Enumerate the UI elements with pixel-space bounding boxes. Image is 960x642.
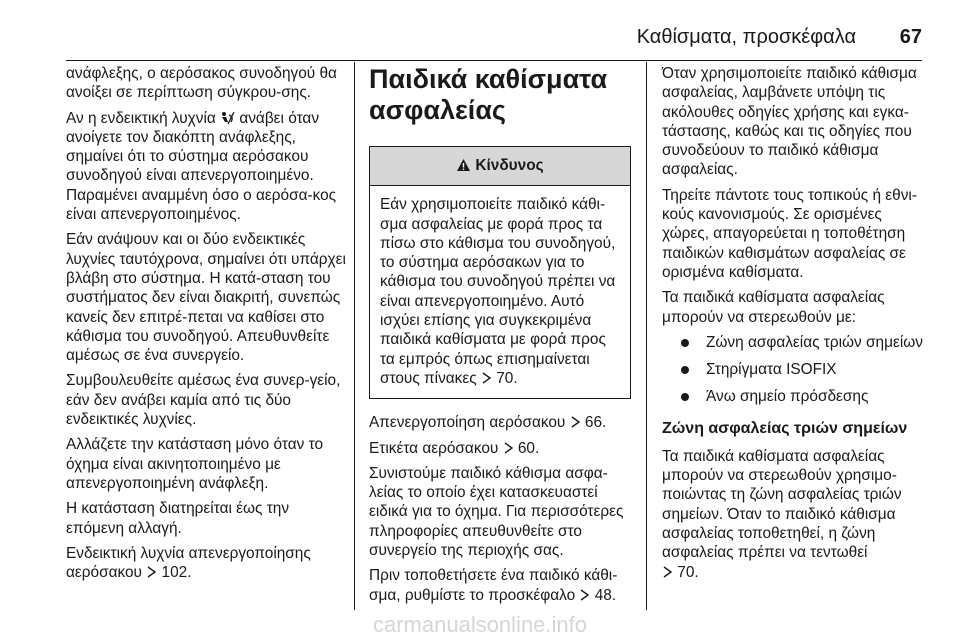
warning-triangle-icon [456,158,471,172]
page-number: 67 [899,26,922,48]
reference-arrow-icon [662,566,673,578]
warning-body: Εάν χρησιμοποιείτε παιδικό κάθι-σμα ασφαλείας με φορά προς τα πίσω στο κάθισμα του συνοδηγού, το σύστημα αερόσακων για το κάθισμα του συνοδηγού πρέπει να είναι απενεργοποιημένο. Αυτό ισχύει επίσης για συγκεκριμένα παιδικά καθίσματα με φορά προς τα εμπρός όπως επισημαίνεται στους πίνακες 70. [380,196,616,387]
warning-box [369,146,631,399]
page-reference-link[interactable]: 70. [496,369,518,387]
list-item: Ζώνη ασφαλείας τριών σημείων [662,333,932,352]
paragraph: Αλλάζετε την κατάσταση μόνο όταν το όχημα είναι ακινητοποιημένο με απενεργοποιημένη ανάφλεξη. [66,436,324,492]
page-reference-link[interactable]: 70. [677,563,699,581]
page-reference-link[interactable]: 60. [517,439,540,457]
reference-arrow-icon [503,442,514,454]
paragraph: Τα παιδικά καθίσματα ασφαλείας μπορούν να στερεωθούν χρησιμο-ποιώντας τη ζώνη ασφαλείας τριών σημείων. Όταν το παιδικό κάθισμα ασφαλείας τοποθετηθεί, η ζώνη ασφαλείας πρέπει να τεντωθεί 70. [662,447,902,581]
list-item: Άνω σημείο πρόσδεσης [662,387,932,406]
warning-heading: Κίνδυνος [370,147,630,186]
paragraph: Τα παιδικά καθίσματα ασφαλείας μπορούν να στερεωθούν με: [662,289,885,326]
section-title: Καθίσματα, προσκέφαλα [636,26,856,48]
list-item: Στηρίγματα ISOFIX [662,360,932,379]
bullet-list [662,333,932,407]
page-header [66,6,922,54]
paragraph: Όταν χρησιμοποιείτε παιδικό κάθισμα ασφαλείας, λαμβάνετε υπόψη τις ακόλουθες οδηγίες χρήσης και εγκα-τάστασης, καθώς και τις οδηγίες που συνοδεύουν το παιδικό κάθισμα ασφαλείας. [662,65,917,179]
header-rule [66,60,922,61]
paragraph: Εάν ανάψουν και οι δύο ενδεικτικές λυχνίες ταυτόχρονα, σημαίνει ότι υπάρχει βλάβη στο σύστημα. Η κατά-σταση του συστήματος δεν είναι διακριτή, συνεπώς κανείς δεν επιτρέ-πεται να καθίσει στο κάθισμα του συνοδηγού. Απευθυνθείτε αμέσως σε ένα συνεργείο. [66,231,346,365]
paragraph: Αν η ενδεικτική λυχνία ανάβει όταν ανοίγετε τον διακόπτη ανάφλεξης, σημαίνει ότι το σύστημα αερόσακου συνοδηγού είναι απενεργοποιημένο. Παραμένει αναμμένη όσο ο αερόσα-κος είναι απενεργοποιημένος. [66,109,337,224]
left-column [66,64,346,588]
right-column [662,64,932,588]
reference-arrow-icon [481,372,492,384]
paragraph: Ετικέτα αερόσακου 60. [369,439,540,457]
column-divider-1 [354,62,355,610]
page-reference-link[interactable]: 48. [594,586,617,604]
paragraph: Ενδεικτική λυχνία απενεργοποίησης αερόσακου 102. [66,544,311,582]
reference-arrow-icon [570,416,581,428]
paragraph: Τηρείτε πάντοτε τους τοπικούς ή εθνι-κούς κανονισμούς. Σε ορισμένες χώρες, απαγορεύεται η τοποθέτηση παιδικών καθισμάτων ασφαλείας σε ορισμένα καθίσματα. [662,186,917,281]
paragraph: ανάφλεξης, ο αερόσακος συνοδηγού θα ανοίξει σε περίπτωση σύγκρου-σης. [66,65,337,102]
paragraph: Απενεργοποίηση αερόσακου 66. [369,414,607,432]
paragraph: Συνιστούμε παιδικό κάθισμα ασφα-λείας το οποίο έχει κατασκευαστεί ειδικά για το όχημα. Για περισσότερες πληροφορίες απευθυνθείτε στο συνεργείο της περιοχής σας. [369,464,624,560]
middle-column [369,64,631,611]
column-divider-2 [646,62,647,610]
page-reference-link[interactable]: 66. [584,414,607,432]
airbag-off-lamp-icon [220,111,235,125]
paragraph: Πριν τοποθετήσετε ένα παιδικό κάθι-σμα, ρυθμίστε το προσκέφαλο 48. [369,567,618,604]
paragraph: Η κατάσταση διατηρείται έως την επόμενη αλλαγή. [66,500,290,537]
paragraph: Συμβουλευθείτε αμέσως ένα συνερ-γείο, εάν δεν ανάβει καμία από τις δύο ενδεικτικές λυχνίες. [66,372,341,429]
chapter-title: Παιδικά καθίσματα ασφαλείας [369,64,608,125]
subheading: Ζώνη ασφαλείας τριών σημείων [662,419,908,437]
watermark: carmanualsonline.info [372,612,588,637]
reference-arrow-icon [146,566,157,578]
page-reference-link[interactable]: 102. [161,564,192,582]
reference-arrow-icon [579,589,590,601]
